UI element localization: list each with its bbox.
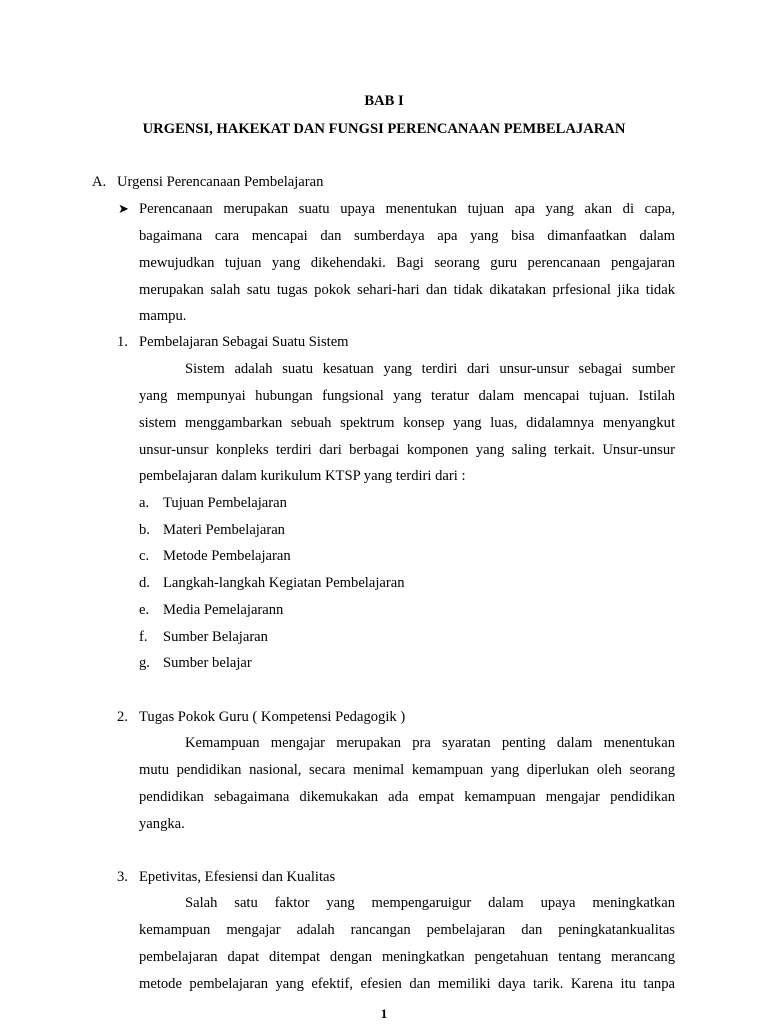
bullet-line: bagaimana cara mencapai dan sumberdaya apa yang bisa dimanfaatkan dalam xyxy=(139,228,675,244)
page-number: 1 xyxy=(380,1006,388,1021)
item-3-number: 3. xyxy=(117,869,128,885)
list-item: Media Pemelajarann xyxy=(163,602,284,618)
paragraph-line: metode pembelajaran yang efektif, efesien dan memiliki daya tarik. Karena itu tanpa xyxy=(139,976,675,992)
item-2-heading: Tugas Pokok Guru ( Kompetensi Pedagogik ) xyxy=(139,709,406,725)
paragraph-line: pendidikan sebagaimana dikemukakan ada empat kemampuan mengajar pendidikan xyxy=(139,789,675,805)
paragraph-line: unsur-unsur konpleks terdiri dari berbagai komponen yang saling terkait. Unsur-unsur xyxy=(139,442,675,458)
list-marker: b. xyxy=(139,522,150,538)
arrow-bullet-icon: ➤ xyxy=(118,201,129,216)
paragraph-line: kemampuan mengajar adalah rancangan pembelajaran dan peningkatankualitas xyxy=(139,922,675,938)
chapter-title: URGENSI, HAKEKAT DAN FUNGSI PERENCANAAN PEMBELAJARAN xyxy=(142,121,626,137)
section-a-marker: A. xyxy=(92,174,107,190)
list-item: Tujuan Pembelajaran xyxy=(163,495,287,511)
item-3-heading: Epetivitas, Efesiensi dan Kualitas xyxy=(139,869,336,885)
list-item: Sumber belajar xyxy=(163,655,252,671)
list-item: Materi Pembelajaran xyxy=(163,522,285,538)
item-2-number: 2. xyxy=(117,709,128,725)
list-item: Langkah-langkah Kegiatan Pembelajaran xyxy=(163,575,405,591)
paragraph-line: sistem menggambarkan sebuah spektrum konsep yang luas, didalamnya menyangkut xyxy=(139,415,675,431)
paragraph-line: yangka. xyxy=(139,816,185,832)
list-marker: a. xyxy=(139,495,150,511)
paragraph-line: pembelajaran dalam kurikulum KTSP yang terdiri dari : xyxy=(139,468,466,484)
bullet-line: mampu. xyxy=(139,308,187,324)
list-marker: f. xyxy=(139,629,148,645)
paragraph-line: mutu pendidikan nasional, secara menimal kemampuan yang diperlukan oleh seorang xyxy=(139,762,675,778)
paragraph-line: Salah satu faktor yang mempengaruigur dalam upaya meningkatkan xyxy=(185,895,675,911)
paragraph-line: Kemampuan mengajar merupakan pra syaratan penting dalam menentukan xyxy=(185,735,675,751)
paragraph-line: pembelajaran dapat ditempat dengan meningkatkan pengetahuan tentang merancang xyxy=(139,949,675,965)
list-item: Sumber Belajaran xyxy=(163,629,268,645)
chapter-label: BAB I xyxy=(364,93,404,109)
paragraph-line: Sistem adalah suatu kesatuan yang terdiri dari unsur-unsur sebagai sumber xyxy=(185,361,675,377)
list-marker: d. xyxy=(139,575,150,591)
paragraph-line: yang mempunyai hubungan fungsional yang teratur dalam mencapai tujuan. Istilah xyxy=(139,388,675,404)
list-marker: g. xyxy=(139,655,150,671)
bullet-line: Perencanaan merupakan suatu upaya menentukan tujuan apa yang akan di capa, xyxy=(139,201,675,217)
section-a-heading: Urgensi Perencanaan Pembelajaran xyxy=(117,174,324,190)
list-marker: c. xyxy=(139,548,150,564)
item-1-number: 1. xyxy=(117,334,128,350)
list-item: Metode Pembelajaran xyxy=(163,548,291,564)
item-1-heading: Pembelajaran Sebagai Suatu Sistem xyxy=(139,334,349,350)
bullet-line: merupakan salah satu tugas pokok sehari-hari dan tidak dikatakan prfesional jika tidak xyxy=(139,282,675,298)
list-marker: e. xyxy=(139,602,150,618)
bullet-line: mewujudkan tujuan yang dikehendaki. Bagi seorang guru perencanaan pengajaran xyxy=(139,255,675,271)
